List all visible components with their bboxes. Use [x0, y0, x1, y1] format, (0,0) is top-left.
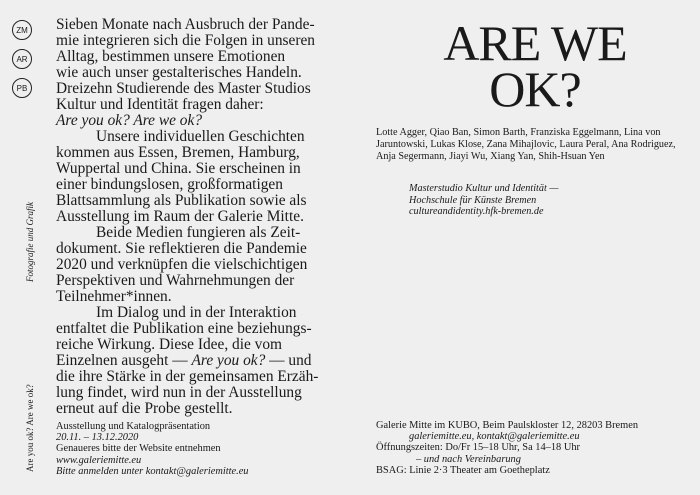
- venue-hours: Öffnungszeiten: Do/Fr 15–18 Uhr, Sa 14–18 Uhr: [376, 442, 581, 454]
- intro-paragraph-2: Unsere individuellen Geschichten kommen aus Essen, Bremen, Hamburg, Wuppertal und China. Sie erscheinen in einer bindungslosen, großformatigen Blattsammlung als Publikation sowie als Ausstellung im Raum der Galerie Mitte.: [56, 128, 307, 225]
- title-line-1: ARE WE: [443, 15, 627, 71]
- vertical-short-title: Are you ok? Are we ok?: [25, 384, 35, 472]
- title-line-2: OK?: [489, 61, 581, 117]
- venue-hours-extra: – und nach Vereinbarung: [416, 453, 521, 465]
- initials-badges: [12, 20, 36, 107]
- venue-address: Galerie Mitte im KUBO, Beim Paulskloster 12, 28203 Bremen: [376, 420, 639, 431]
- venue-info: [376, 420, 696, 476]
- intro-paragraph-3: Beide Medien fungieren als Zeit-dokument. Sie reflektieren die Pandemie 2020 und verknüpfen die vielschichtigen Perspektiven und Wahrnehmungen der Teilnehmer*innen.: [56, 224, 308, 305]
- exhibition-heading: Ausstellung und Katalogpräsentation: [56, 421, 211, 432]
- exhibition-signup[interactable]: Bitte anmelden unter kontakt@galeriemitte.eu: [56, 465, 249, 477]
- page-title: [380, 15, 690, 117]
- studio-name: Masterstudio Kultur und Identität —: [409, 183, 559, 194]
- exhibition-info: [56, 421, 326, 477]
- vertical-category-label: Fotografie und Grafik: [25, 202, 35, 282]
- studio-credit: [409, 183, 689, 218]
- exhibition-website-link[interactable]: www.galeriemitte.eu: [56, 454, 142, 466]
- intro-paragraph-1: Sieben Monate nach Ausbruch der Pande- mie integrieren sich die Folgen in unseren Alltag, bestimmen unsere Emotionen wie auch unser gestalterisches Handeln. Dreizehn Studierende des Master Studios Kultur und Identität fragen daher: Are you ok? Are we ok?: [56, 16, 316, 129]
- venue-transit: BSAG: Linie 2·3 Theater am Goetheplatz: [376, 464, 550, 476]
- participant-list: Lotte Agger, Qiao Ban, Simon Barth, Franziska Eggelmann, Lina von Jaruntowski, Lukas Klose, Zana Mihajlovic, Laura Peral, Ana Rodriguez, Anja Segermann, Jiayi Wu, Xiang Yan, Shih-Hsuan Yen: [376, 127, 676, 162]
- intro-text: [56, 17, 324, 417]
- studio-website-link[interactable]: cultureandidentity.hfk-bremen.de: [409, 206, 544, 217]
- badge-pb: PB: [12, 78, 32, 98]
- exhibition-dates: 20.11. – 13.12.2020: [56, 432, 139, 444]
- intro-paragraph-4: Im Dialog und in der Interaktion entfaltet die Publikation eine beziehungs-reiche Wirkung. Diese Idee, die vom Einzelnen ausgeht — Are you ok? — und die ihre Stärke in der gemeinsamen Erzäh-lung findet, wird nun in der Ausstellung erneut auf die Probe gestellt.: [56, 304, 319, 417]
- badge-ar: AR: [12, 49, 32, 69]
- badge-zm: ZM: [12, 20, 32, 40]
- school-name: Hochschule für Künste Bremen: [409, 194, 537, 206]
- intro-question: Are you ok? Are we ok?: [56, 112, 203, 129]
- venue-contact[interactable]: galeriemitte.eu, kontakt@galeriemitte.eu: [409, 431, 580, 443]
- exhibition-info-note: Genaueres bitte der Website entnehmen: [56, 443, 221, 455]
